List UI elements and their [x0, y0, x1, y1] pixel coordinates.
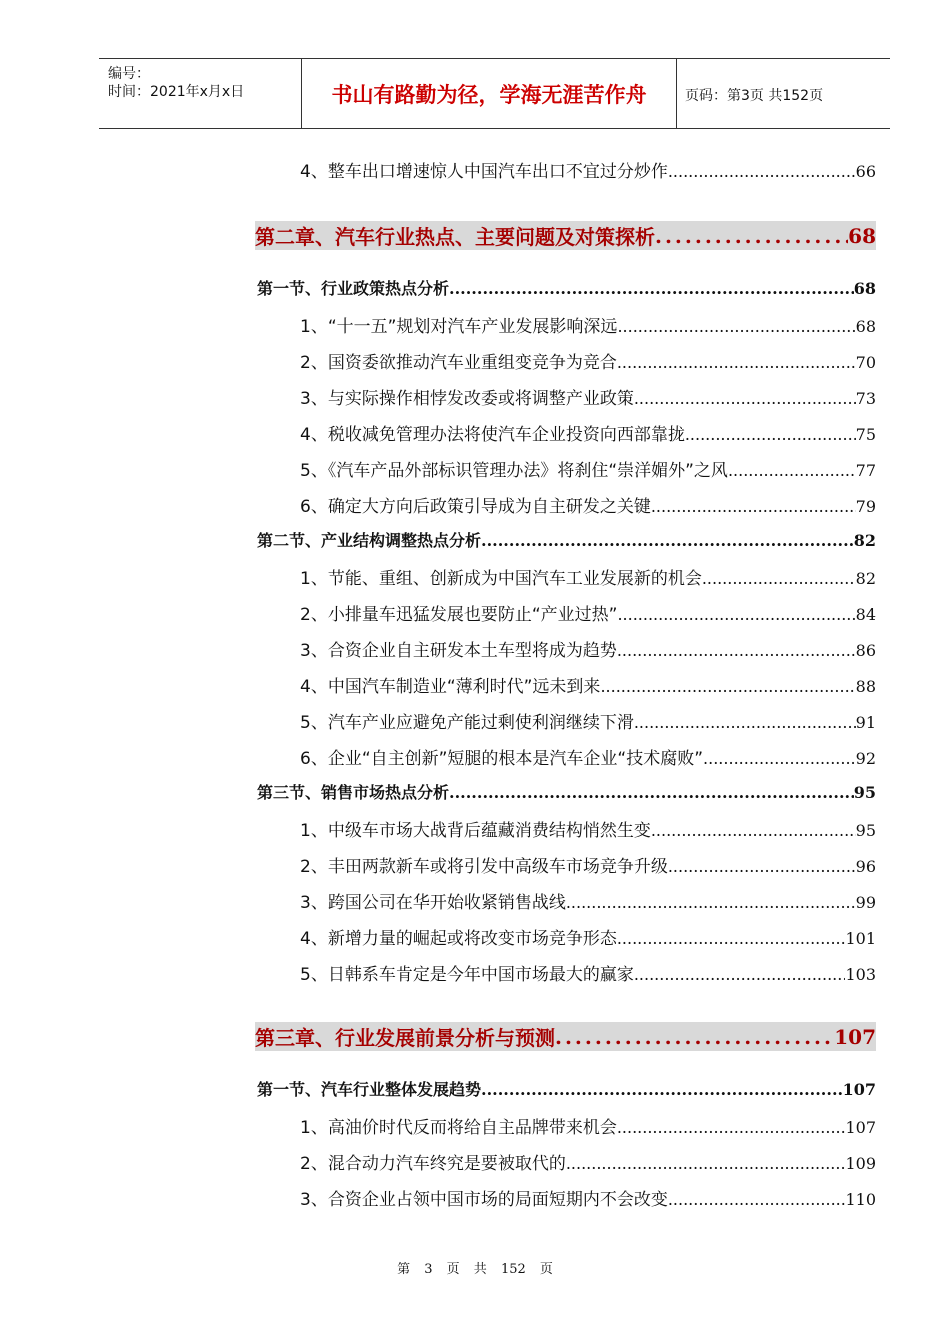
- toc-entry-page: 84: [855, 605, 876, 624]
- toc-entry-page: 68: [855, 317, 876, 336]
- toc-leader-dots: [634, 713, 856, 732]
- toc-entry-title: 5、日韩系车肯定是今年中国市场最大的赢家: [300, 965, 634, 985]
- toc-entry-title: 1、“十一五”规划对汽车产业发展影响深远: [300, 317, 618, 337]
- toc-entry-page: 82: [855, 569, 876, 588]
- chapter-title: 第二章、汽车行业热点、主要问题及对策探析: [255, 225, 655, 249]
- toc-entry-title: 4、中国汽车制造业“薄利时代”远未到来: [300, 677, 601, 697]
- footer-ye: 页: [446, 1262, 460, 1277]
- toc-entry[interactable]: [300, 1113, 876, 1138]
- toc-entry-page: 75: [855, 425, 876, 444]
- toc-entry-title: 6、确定大方向后政策引导成为自主研发之关键: [300, 497, 651, 517]
- toc-leader-dots: [685, 425, 856, 444]
- toc-entry-title: 3、合资企业占领中国市场的局面短期内不会改变: [300, 1190, 668, 1210]
- toc-section-title: 第三节、销售市场热点分析: [257, 783, 450, 802]
- toc-entry[interactable]: [300, 420, 876, 445]
- footer-total-pages: 152: [500, 1262, 526, 1277]
- toc-leader-dots: [617, 605, 855, 624]
- footer-page-number: 3: [424, 1262, 433, 1277]
- toc-entry-title: 1、节能、重组、创新成为中国汽车工业发展新的机会: [300, 569, 702, 589]
- toc-leader-dots: [634, 965, 846, 984]
- toc-leader-dots: [668, 162, 856, 181]
- toc-entry[interactable]: [300, 636, 876, 661]
- toc-entry-page: 101: [845, 929, 876, 948]
- toc-entry[interactable]: [300, 672, 876, 697]
- toc-leader-dots: [617, 1118, 846, 1137]
- toc-leader-dots: [617, 317, 855, 336]
- toc-entry-page: 73: [855, 389, 876, 408]
- toc-entry[interactable]: [300, 744, 876, 769]
- chapter-page: 107: [834, 1024, 876, 1049]
- toc-section-page: 107: [842, 1080, 876, 1099]
- toc-entry-title: 4、税收减免管理办法将使汽车企业投资向西部靠拢: [300, 425, 685, 445]
- toc-entry-page: 95: [855, 821, 876, 840]
- toc-leader-dots: [651, 821, 856, 840]
- toc-entry-page: 88: [855, 677, 876, 696]
- toc-section[interactable]: [257, 1077, 876, 1100]
- toc-entry[interactable]: [300, 888, 876, 913]
- footer-ye: 页: [539, 1262, 553, 1277]
- toc-chapter-heading[interactable]: [255, 1022, 876, 1051]
- toc-leader-dots: [668, 857, 856, 876]
- toc-entry[interactable]: [300, 384, 876, 409]
- toc-entry[interactable]: [300, 600, 876, 625]
- toc-leader-dots: [617, 353, 856, 372]
- toc-leader-dots: [703, 749, 856, 768]
- page-footer: [0, 1258, 950, 1277]
- toc-entry-title: 3、合资企业自主研发本土车型将成为趋势: [300, 641, 617, 661]
- toc-entry-page: 103: [845, 965, 876, 984]
- toc-leader-dots: [449, 783, 854, 802]
- chapter-title: 第三章、行业发展前景分析与预测: [255, 1026, 555, 1050]
- toc-chapter-heading[interactable]: [255, 221, 876, 250]
- toc-leader-dots: [555, 1025, 834, 1049]
- toc-entry-page: 107: [845, 1118, 876, 1137]
- toc-entry-title: 2、混合动力汽车终究是要被取代的: [300, 1154, 566, 1174]
- toc-entry-page: 70: [855, 353, 876, 372]
- toc-entry-title: 2、丰田两款新车或将引发中高级车市场竞争升级: [300, 857, 668, 877]
- toc-entry-page: 79: [855, 497, 876, 516]
- document-number-label: 编号：: [108, 66, 150, 82]
- header-page-info: 页码：第3页 共152页: [685, 88, 824, 104]
- toc-leader-dots: [617, 641, 856, 660]
- document-date: 时间：2021年x月x日: [108, 84, 245, 100]
- toc-entry-title: 4、新增力量的崛起或将改变市场竞争形态: [300, 929, 617, 949]
- toc-entry[interactable]: [300, 157, 876, 182]
- footer-gong: 共: [473, 1262, 487, 1277]
- toc-entry-title: 6、企业“自主创新”短腿的根本是汽车企业“技术腐败”: [300, 749, 704, 769]
- toc-leader-dots: [651, 497, 856, 516]
- toc-leader-dots: [634, 389, 856, 408]
- toc-entry-page: 96: [855, 857, 876, 876]
- toc-entry[interactable]: [300, 492, 876, 517]
- toc-entry-title: 5、汽车产业应避免产能过剩使利润继续下滑: [300, 713, 634, 733]
- toc-section-page: 82: [853, 531, 876, 550]
- toc-section[interactable]: [257, 276, 876, 299]
- toc-leader-dots: [668, 1190, 846, 1209]
- toc-leader-dots: [617, 929, 846, 948]
- toc-entry-page: 86: [855, 641, 876, 660]
- toc-entry[interactable]: [300, 348, 876, 373]
- toc-entry-page: 99: [855, 893, 876, 912]
- chapter-page: 68: [848, 223, 876, 248]
- toc-leader-dots: [728, 461, 856, 480]
- toc-section[interactable]: [257, 780, 876, 803]
- toc-entry[interactable]: [300, 1149, 876, 1174]
- toc-entry[interactable]: [300, 852, 876, 877]
- toc-entry-page: 109: [845, 1154, 876, 1173]
- toc-leader-dots: [566, 893, 856, 912]
- toc-leader-dots: [481, 1080, 843, 1099]
- toc-leader-dots: [566, 1154, 846, 1173]
- toc-section-title: 第一节、行业政策热点分析: [257, 279, 450, 298]
- toc-leader-dots: [655, 224, 848, 248]
- toc-entry[interactable]: [300, 312, 876, 337]
- toc-entry-title: 3、跨国公司在华开始收紧销售战线: [300, 893, 566, 913]
- toc-leader-dots: [702, 569, 856, 588]
- toc-entry-title: 3、与实际操作相悖发改委或将调整产业政策: [300, 389, 634, 409]
- toc-entry-title: 2、国资委欲推动汽车业重组变竞争为竞合: [300, 353, 617, 373]
- toc-section-page: 95: [853, 783, 876, 802]
- toc-entry[interactable]: [300, 1185, 876, 1210]
- toc-entry[interactable]: [300, 960, 876, 985]
- toc-entry[interactable]: [300, 816, 876, 841]
- toc-entry-title: 1、中级车市场大战背后蕴藏消费结构悄然生变: [300, 821, 651, 841]
- toc-section-title: 第一节、汽车行业整体发展趋势: [257, 1080, 482, 1099]
- toc-entry-title: 4、整车出口增速惊人中国汽车出口不宜过分炒作: [300, 162, 668, 182]
- toc-entry[interactable]: [300, 456, 876, 481]
- toc-entry-page: 91: [855, 713, 876, 732]
- toc-entry-title: 2、小排量车迅猛发展也要防止“产业过热”: [300, 605, 618, 625]
- toc-entry-page: 66: [855, 162, 876, 181]
- header-motto: 书山有路勤为径，学海无涯苦作舟: [331, 82, 647, 107]
- toc-section[interactable]: [257, 528, 876, 551]
- toc-leader-dots: [600, 677, 855, 696]
- footer-di: 第: [397, 1262, 411, 1277]
- toc-entry-title: 1、高油价时代反而将给自主品牌带来机会: [300, 1118, 617, 1138]
- toc-entry[interactable]: [300, 924, 876, 949]
- toc-entry-page: 92: [855, 749, 876, 768]
- toc-leader-dots: [481, 531, 854, 550]
- toc-entry-page: 110: [845, 1190, 876, 1209]
- toc-section-title: 第二节、产业结构调整热点分析: [257, 531, 482, 550]
- toc-entry-page: 77: [855, 461, 876, 480]
- toc-section-page: 68: [853, 279, 876, 298]
- toc-entry-title: 5、《汽车产品外部标识管理办法》将刹住“崇洋媚外”之风: [300, 461, 728, 481]
- toc-entry[interactable]: [300, 708, 876, 733]
- toc-entry[interactable]: [300, 564, 876, 589]
- toc-leader-dots: [449, 279, 854, 298]
